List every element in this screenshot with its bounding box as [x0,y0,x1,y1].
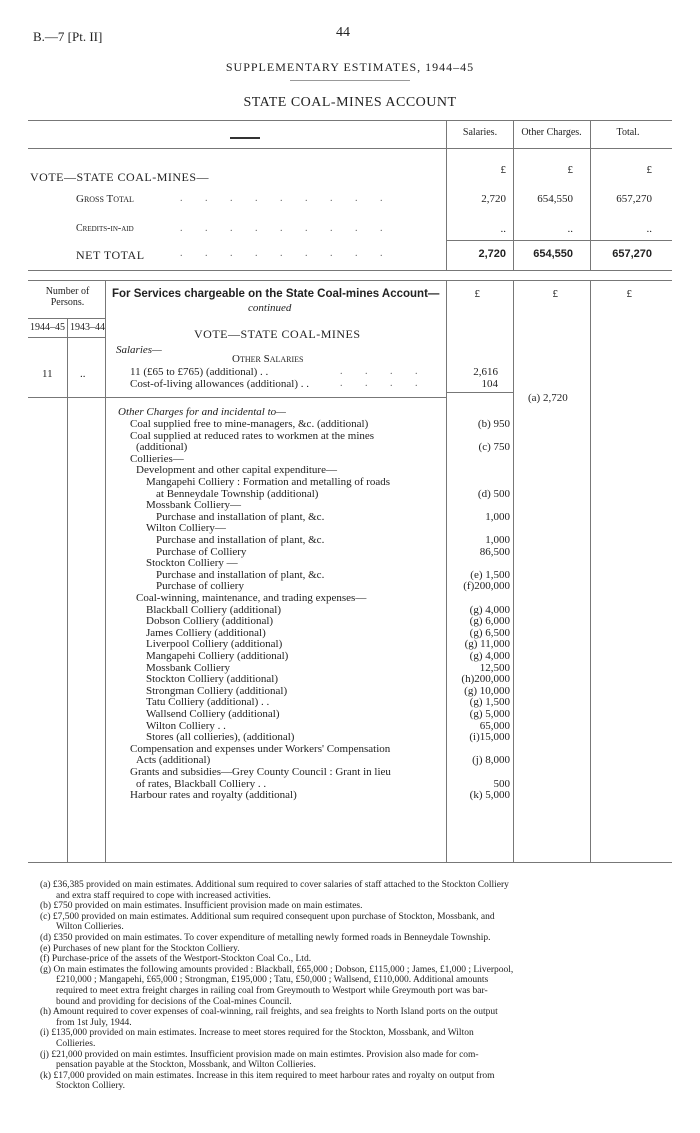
services-col-divider [590,280,591,862]
charge-item-value: (i)15,000 [469,731,510,744]
persons-1944-45: 11 [42,368,53,380]
footnote-line: Wilton Collieries. [56,922,124,933]
charge-item-value: (j) 8,000 [472,754,510,767]
charge-item-value: (g) 11,000 [464,638,510,651]
net-salaries: 2,720 [478,248,506,260]
year-1943-44: 1943–44 [70,322,105,333]
charge-item-label: Wilton Colliery— [146,522,226,535]
persons-header-rule [28,318,105,319]
summary-top-rule [28,120,672,121]
footnote-line: (g) On main estimates the following amounts provided : Blackball, £65,000 ; Dobson, £115,000 ; James, £1,000 ; Liverpool, [40,964,514,975]
charge-item-label: Liverpool Colliery (additional) [146,638,283,651]
charge-item-label: Purchase and installation of plant, &c. [156,568,325,581]
charge-item-label: Coal supplied at reduced rates to workmen at the mines [130,429,375,442]
charge-item-value: 86,500 [479,545,510,558]
charge-item-label: Compensation and expenses under Workers' Compensation [130,742,391,755]
charge-item-value: (b) 950 [477,418,510,430]
charge-item-label: Mangapehi Colliery (additional) [146,650,289,662]
currency-symbol: £ [500,164,506,176]
footnote-line: (k) £17,000 provided on main estimates. Increase in this item required to meet harbour rates and royalty on output from [40,1070,495,1081]
salaries-end-rule [28,397,446,398]
charge-item-value: (g) 6,500 [469,626,510,639]
salaries-label: Salaries— [116,344,162,356]
salary-item: Cost-of-living allowances (additional) . . [130,378,310,390]
leader-dots: . . . . . . . . . [180,223,393,234]
charge-item-value: 1,000 [485,534,510,546]
net-total-label: NET TOTAL [76,248,145,262]
other-salaries-heading: Other Salaries [232,353,304,365]
salary-total: (a) 2,720 [528,392,568,404]
footnote-line: (f) Purchase-price of the assets of the Westport-Stockton Coal Co., Ltd. [40,954,312,965]
footnote-line: £210,000 ; Mangapehi, £65,000 ; Strongman, £195,000 ; Tatu, £50,000 ; Wallsend, £110,000. Additional amounts [56,975,489,986]
continued-note: continued [248,302,292,314]
footnote-line: Stockton Colliery. [56,1081,126,1092]
credits-in-aid-label: Credits-in-aid [76,223,134,234]
number-of-persons-header: Number of Persons. [45,286,90,308]
net-other-charges: 654,550 [533,248,573,260]
footnote-line: and extra staff required to cope with increased activities. [56,890,271,901]
charge-item-label: Dobson Colliery (additional) [146,615,274,628]
summary-dash [230,137,260,139]
footnote-line: (d) £350 provided on main estimates. To cover expenditure of metalling newly formed roads in Benneydale Township. [40,933,491,943]
footnote-line: (h) Amount required to cover expenses of coal-winning, rail freights, and sea freights to North Island ports on the output [40,1007,498,1018]
charge-item-value: 1,000 [485,510,510,523]
charge-item-label: at Benneydale Township (additional) [156,487,319,500]
charge-item-label: Wallsend Colliery (additional) [146,708,280,720]
gross-total-label: Gross Total [76,193,134,205]
salary-item-value: 2,616 [473,366,498,378]
charge-item-value: (f)200,000 [463,580,510,593]
charge-item-label: Grants and subsidies—Grey County Council : Grant in lieu [130,766,391,778]
charge-item-label: Mangapehi Colliery : Formation and metalling of roads [146,476,391,488]
column-header-total: Total. [616,127,640,138]
footnote-line: (i) £135,000 provided on main estimates. Increase to meet stores required for the Stockton, Mossbank, and Wilton [40,1028,474,1039]
charge-item-value: (h)200,000 [461,673,510,686]
column-header-other-charges: Other Charges. [521,127,582,138]
currency-symbol: £ [474,288,480,300]
charge-item-value: (d) 500 [477,487,510,500]
charge-item-value: (g) 5,000 [469,708,510,720]
currency-symbol: £ [646,164,652,176]
gross-salaries: 2,720 [481,193,506,205]
charge-item-value: (c) 750 [478,441,510,454]
charge-item-label: Purchase and installation of plant, &c. [156,510,325,523]
vote-heading: VOTE—STATE COAL-MINES [194,327,361,341]
salary-item: 11 (£65 to £765) (additional) . . [130,366,269,378]
charge-item-label: Coal supplied free to mine-managers, &c. (additional) [130,418,369,430]
services-top-rule [28,280,672,281]
footnote-line: Collieries. [56,1039,96,1049]
charge-item-value: (k) 5,000 [469,789,510,802]
charge-item-value: 12,500 [479,661,510,674]
charge-item-label: Purchase of colliery [156,580,244,593]
charge-item-label: James Colliery (additional) [146,626,266,639]
charge-item-value: 500 [493,777,510,790]
charge-item-value: (g) 4,000 [469,603,510,616]
services-year-divider [67,318,68,862]
years-rule [28,337,105,338]
footnote-line: bound and providing for decisions of the Coal-mines Council. [56,996,292,1007]
charge-item-label: Tatu Colliery (additional) . . [146,696,270,709]
charge-item-value: (e) 1,500 [470,568,510,581]
leader-dots: . . . . . . . . . [180,193,393,204]
gross-other-charges: 654,550 [537,193,573,205]
charge-item-label: Stores (all collieries), (additional) [146,731,295,744]
credits-other-charges: .. [567,223,573,235]
charge-item-label: Coal-winning, maintenance, and trading expenses— [136,592,367,604]
page-number: 44 [336,25,350,40]
credits-salaries: .. [500,223,506,235]
footnote-line: (a) £36,385 provided on main estimates. Additional sum required to cover salaries of staff attached to the Stockton Colliery [40,880,509,890]
currency-symbol: £ [552,288,558,300]
net-total-rule [446,240,672,241]
column-header-salaries: Salaries. [462,127,498,138]
charge-item-label: (additional) [136,441,188,454]
year-1944-45: 1944–45 [30,322,65,333]
supplementary-heading: SUPPLEMENTARY ESTIMATES, 1944–45 [225,60,475,74]
charge-item-label: Stockton Colliery — [146,557,238,570]
persons-1943-44: .. [80,368,86,380]
vote-label: VOTE—STATE COAL-MINES— [30,170,210,184]
leader-dots: . . . . . . . . . [180,248,393,259]
services-col-divider [513,280,514,862]
charge-item-label: Mossbank Colliery [146,661,231,674]
charge-item-label: Strongman Colliery (additional) [146,684,288,697]
services-col-divider [105,280,106,862]
footnote-line: (j) £21,000 provided on main estimtes. Insufficient provision made on main estimtes. Provision also made for com- [40,1049,479,1060]
charge-item-value: (g) 6,000 [469,615,510,628]
charge-item-label: Stockton Colliery (additional) [146,673,278,686]
header-rule [290,80,410,81]
document-reference: B.—7 [Pt. II] [33,29,103,44]
footnote-line: (b) £750 provided on main estimates. Insufficient provision made on main estimates. [40,901,363,912]
charge-item-label: Acts (additional) [136,754,211,767]
charge-item-label: Collieries— [130,452,184,465]
charge-item-label: of rates, Blackball Colliery . . [136,777,267,790]
other-charges-label: Other Charges for and incidental to— [118,406,286,418]
charge-item-label: Purchase and installation of plant, &c. [156,534,325,546]
footnote-line: required to meet extra freight charges in railing coal from Greymouth to Westport while Greymouth port was bar- [56,986,488,996]
currency-symbol: £ [626,288,632,300]
summary-bottom-rule [28,270,672,271]
services-col-divider [446,280,447,862]
charge-item-label: Purchase of Colliery [156,545,247,558]
charge-item-value: 65,000 [479,719,510,732]
currency-symbol: £ [567,164,573,176]
page-title: STATE COAL-MINES ACCOUNT [243,95,457,110]
charge-item-label: Wilton Colliery . . [146,719,226,732]
charge-item-label: Blackball Colliery (additional) [146,603,282,616]
footnote-line: from 1st July, 1944. [56,1017,132,1028]
summary-col-divider [590,120,591,270]
salary-item-value: 104 [481,378,498,390]
charge-item-label: Development and other capital expenditure— [136,464,337,477]
summary-col-divider [446,120,447,270]
footnote-line: pensation payable at the Stockton, Mossbank, and Wilton Collieries. [56,1060,316,1071]
gross-total: 657,270 [616,193,652,205]
charge-item-value: (g) 4,000 [469,650,510,662]
footnote-line: (e) Purchases of new plant for the Stockton Colliery. [40,943,240,954]
charge-item-value: (g) 10,000 [464,684,510,697]
charge-item-label: Mossbank Colliery— [146,499,242,512]
charge-item-value: (g) 1,500 [469,696,510,709]
charge-item-label: Harbour rates and royalty (additional) [130,789,297,802]
services-bottom-rule [28,862,672,863]
net-total: 657,270 [612,248,652,260]
credits-total: .. [646,223,652,235]
footnote-line: (c) £7,500 provided on main estimates. Additional sum required consequent upon purchase of Stockton, Mossbank, and [40,911,495,922]
summary-header-rule [28,148,672,149]
salary-subtotal-rule [446,392,513,393]
services-heading: For Services chargeable on the State Coal-mines Account— [112,288,440,300]
